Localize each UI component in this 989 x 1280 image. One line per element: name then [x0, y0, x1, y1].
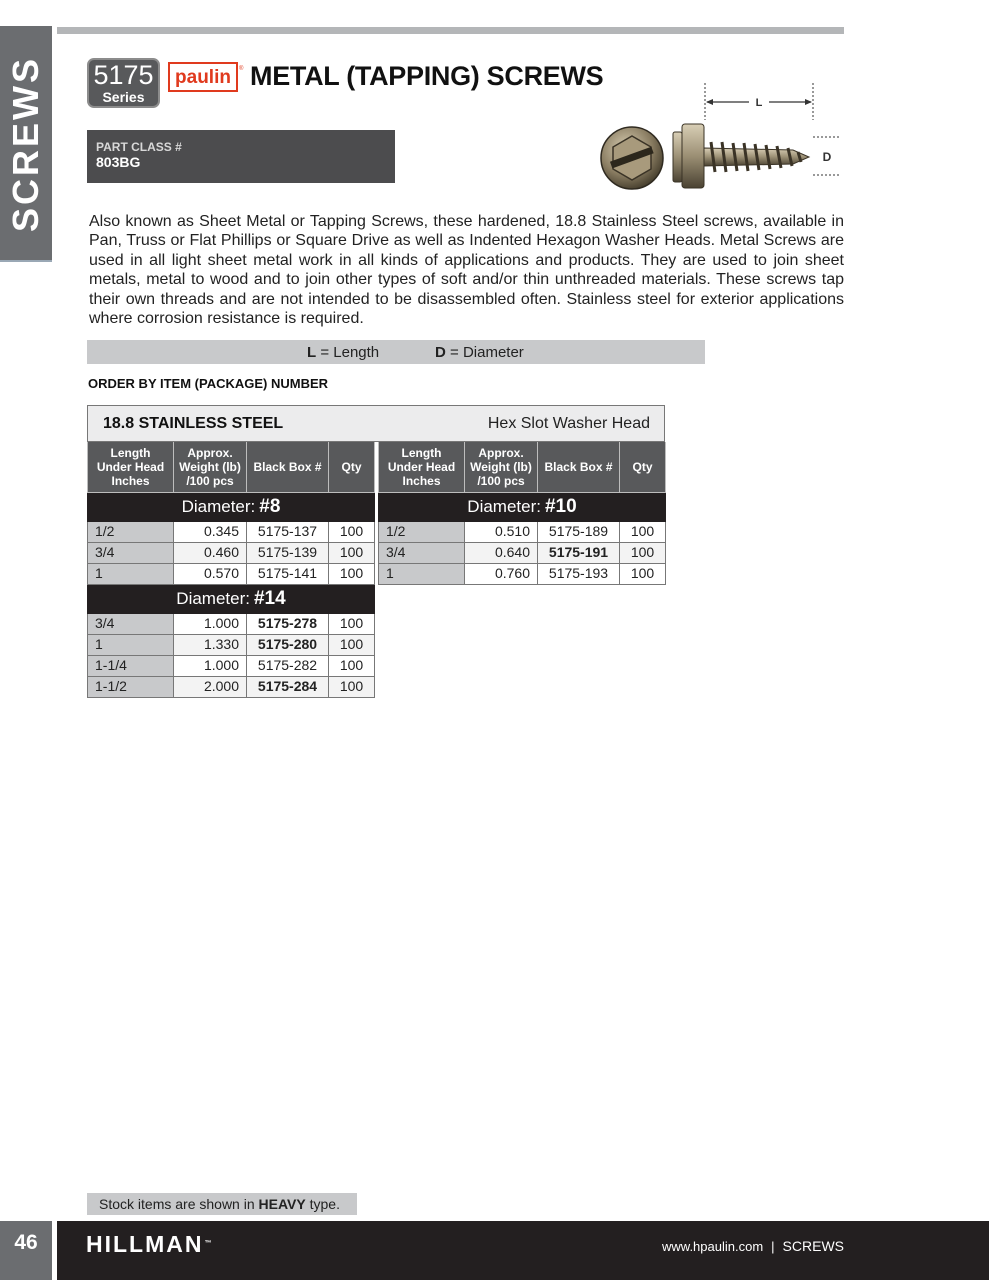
footer-separator: |: [771, 1239, 775, 1254]
legend-length: L = Length: [307, 344, 380, 361]
table-head-style: Hex Slot Washer Head: [487, 415, 650, 432]
table-column-headers: [379, 442, 666, 492]
part-class-value: 803BG: [96, 154, 141, 170]
part-class-box: [87, 130, 395, 183]
screw-head-top-view: [601, 127, 663, 189]
col-qty-header: Qty: [620, 442, 666, 492]
table-row: 3/4 0.460 5175-139 100: [88, 542, 375, 563]
table-row: 3/4 1.000 5175-278 100: [88, 613, 375, 634]
col-box-header: Black Box #: [247, 442, 329, 492]
stock-note: Stock items are shown in HEAVY type.: [87, 1193, 357, 1215]
spec-table-left: [87, 442, 375, 698]
hillman-logo: HILLMAN™: [86, 1231, 212, 1257]
series-number: 5175: [93, 60, 154, 90]
table-material: 18.8 STAINLESS STEEL: [103, 415, 284, 432]
diameter-row: Diameter: #10: [379, 492, 666, 521]
table-row: 1 0.570 5175-141 100: [88, 563, 375, 584]
series-label: Series: [102, 89, 145, 105]
table-row: 3/4 0.640 5175-191 100: [379, 542, 666, 563]
footer-links: [662, 1238, 844, 1254]
side-section-tab: [0, 26, 52, 262]
table-row: 1 1.330 5175-280 100: [88, 634, 375, 655]
side-tab-accent-line: [0, 260, 52, 262]
page-number: 46: [0, 1221, 52, 1280]
diameter-row: Diameter: #8: [88, 492, 375, 521]
series-badge: [87, 58, 160, 108]
footer-website[interactable]: www.hpaulin.com: [662, 1239, 764, 1254]
legend-diameter: D = Diameter: [435, 344, 524, 361]
top-rule: [57, 27, 844, 34]
page-title: METAL (TAPPING) SCREWS: [250, 61, 604, 91]
table-header-bar: [87, 405, 665, 442]
table-row: 1-1/2 2.000 5175-284 100: [88, 676, 375, 697]
screw-side-view: [673, 124, 809, 188]
table-row: 1/2 0.345 5175-137 100: [88, 521, 375, 542]
order-by-heading: ORDER BY ITEM (PACKAGE) NUMBER: [88, 376, 329, 391]
table-row: 1/2 0.510 5175-189 100: [379, 521, 666, 542]
length-dimension: [705, 83, 813, 120]
diameter-dimension: [813, 137, 841, 175]
col-box-header: Black Box #: [538, 442, 620, 492]
col-length-header: Length Under Head Inches: [379, 442, 465, 492]
product-description: Also known as Sheet Metal or Tapping Screws, these hardened, 18.8 Stainless Steel screws, available in Pan, Truss or Flat Phillips or Square Drive as well as Indented Hexagon Washer Heads. Metal Screws are used in all light sheet metal work in all kinds of applications and products. They are used to join sheet metals, metal to wood and to join other types of soft and/or thin unthreaded materials. These screws tap their own threads and are not intended to be disassembled often. Stainless steel for exterior applications where corrosion resistance is required.: [89, 213, 844, 328]
table-row: 1 0.760 5175-193 100: [379, 563, 666, 584]
table-row: 1-1/4 1.000 5175-282 100: [88, 655, 375, 676]
screw-diagram: [595, 80, 845, 195]
brand-registered: ®: [239, 66, 244, 72]
paulin-logo: [168, 62, 242, 92]
col-weight-header: Approx. Weight (lb) /100 pcs: [174, 442, 247, 492]
col-length-header: Length Under Head Inches: [88, 442, 174, 492]
brand-name: paulin: [175, 67, 231, 88]
col-qty-header: Qty: [329, 442, 375, 492]
col-weight-header: Approx. Weight (lb) /100 pcs: [465, 442, 538, 492]
diameter-row: Diameter: #14: [88, 584, 375, 613]
part-class-label: PART CLASS #: [96, 140, 182, 154]
side-tab-label: SCREWS: [5, 55, 46, 233]
length-label: L: [755, 97, 763, 109]
footer-section: SCREWS: [782, 1238, 844, 1254]
table-column-headers: [88, 442, 375, 492]
legend-bar: [87, 340, 705, 364]
spec-table-right: [378, 442, 666, 585]
diameter-label: D: [822, 150, 832, 164]
